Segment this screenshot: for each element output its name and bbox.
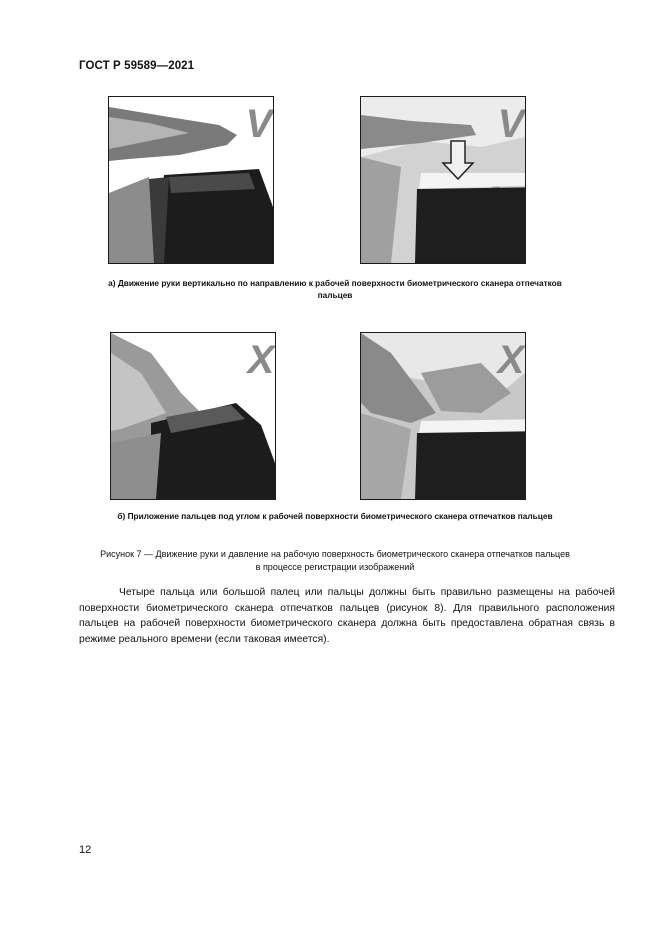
figure-caption: Рисунок 7 — Движение руки и давление на рабочую поверхность биометрического сканера отпечатков пальцев в процессе регистрации изображений: [100, 549, 570, 572]
panel-b-caption: б) Приложение пальцев под углом к рабочей поверхности биометрического сканера отпечатков пальцев: [117, 511, 553, 521]
document-header: ГОСТ Р 59589—2021: [79, 60, 195, 72]
body-paragraph-text: Четыре пальца или большой палец или пальцы должны быть правильно размещены на рабочей поверхности биометрического сканера отпечатков пальцев (рисунок 8). Для правильного расположения пальцев на рабочей поверхности биометрического сканера должна быть предоставлена обратная связь в режиме реального времени (если таковая имеется).: [79, 587, 615, 645]
rejection-mark: X: [247, 338, 275, 382]
panel-a-caption: а) Движение руки вертикально по направлению к рабочей поверхности биометрического сканера отпечатков пальцев: [108, 278, 562, 300]
approval-mark: V: [245, 102, 273, 146]
page-number: 12: [79, 844, 92, 856]
approval-mark: V: [497, 102, 525, 146]
photo-fingers-angled-left: [110, 332, 276, 500]
photo-hand-press-arrow: [360, 96, 526, 264]
photo-hand-vertical-approach: [108, 96, 274, 264]
body-paragraph: [79, 585, 615, 647]
rejection-mark: X: [497, 338, 525, 382]
photo-fingers-angled-right: [360, 332, 526, 500]
